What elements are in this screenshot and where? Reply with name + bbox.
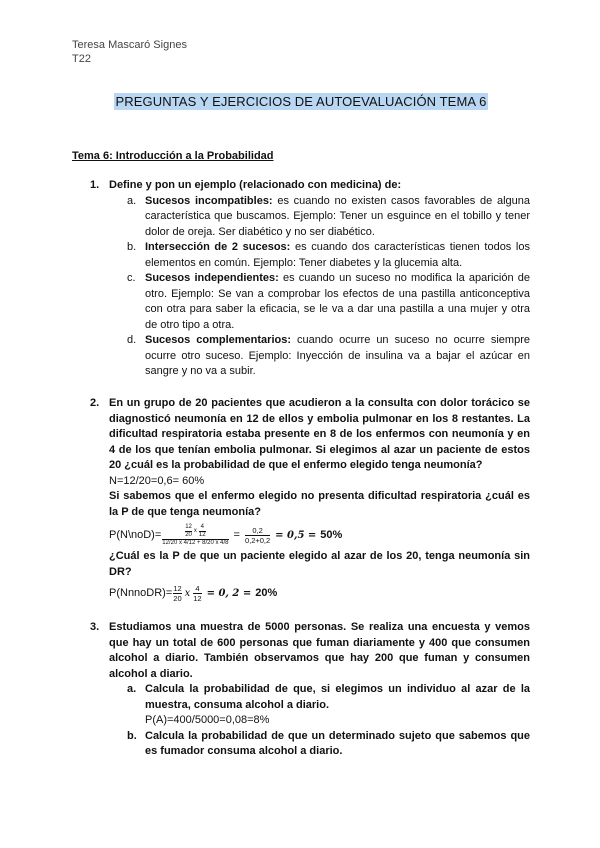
question-text: Estudiamos una muestra de 5000 personas. Se realiza una encuesta y vemos que hay un total de 600 personas que fuman diariamente y 400 que consumen alcohol a diario. También observamos que hay 200 que fuman y consumen alcohol a diario. [109,621,530,680]
question-2 [72,396,530,605]
den: 20 [173,594,182,603]
result: = 0,5 = [275,529,317,541]
author-name: Teresa Mascaró Signes [72,39,187,51]
list-item [127,194,530,241]
item-text: es cuando no existen casos favorables de alguna característica que buscamos. Ejemplo: Tener un esguince en el tobillo y tener dolor de oreja. Ser diabético y no ser diabético. [145,194,530,238]
times: x [193,528,197,534]
item-letter: b. [127,241,137,253]
denominator: 12/20 x 4/12 + 8/20 x 4/8 [162,540,229,546]
question-text: ¿Cuál es la P de que un paciente elegido al azar de los 20, tenga neumonía sin DR? [109,550,530,578]
item-text: es cuando un suceso no modifica la aparición de otro. Ejemplo: Se van a comprobar los efectos de una pastilla anticonceptiva con otra para saber la eficacia, se le va a dar una pastilla a una mujer y otra de otro tipo a otra. [145,272,530,331]
formula-lhs: P(NnnoDR)= [109,586,173,599]
den: 12 [193,594,202,603]
item-letter: a. [127,194,137,207]
num: 12 [185,524,192,530]
question-number: 2. [90,397,100,409]
formula-lhs: P(N\noD)= [109,528,162,541]
list-item [127,271,530,333]
num: 12 [173,584,182,593]
formula [109,524,530,547]
fraction [193,584,201,603]
item-text: Calcula la probabilidad de que, si elegimos un individuo al azar de la muestra, consuma alcohol a diario. [145,683,530,711]
question-text: Define y pon un ejemplo (relacionado con medicina) de: [109,179,402,191]
item-letter: b. [127,729,137,742]
list-item [127,682,530,729]
item-letter: d. [127,334,137,346]
item-letter: a. [127,683,137,695]
fraction [162,524,228,547]
question-3 [72,620,530,760]
times: x [184,587,191,599]
den: 12 [198,532,206,538]
formula [109,584,530,603]
item-text: cuando ocurre un suceso no ocurre siempre ocurre otro suceso. Ejemplo: Inyección de insulina va a bajar el azúcar en sangre y no va a subir. [145,334,530,377]
document-title [72,94,530,109]
item-text: es cuando dos características tienen todos los elementos en común. Ejemplo: Tener diabetes y la glucemia alta. [145,241,530,269]
document-title-text: PREGUNTAS Y EJERCICIOS DE AUTOEVALUACIÓN TEMA 6 [115,94,487,109]
fraction [173,584,181,603]
num: 0,2 [252,526,263,535]
num: 4 [195,584,200,593]
question-text: En un grupo de 20 pacientes que acudieron a la consulta con dolor torácico se diagnosticó neumonía en 12 de ellos y embolia pulmonar en los 8 restantes. La dificultad respiratoria estaba presente en 8 de los enfermos con neumonía y en 4 de los que tenían embolia pulmonar. Si elegimos al azar un paciente de estos 20 ¿cuál es la probabilidad de que el enfermo elegido tenga neumonía? [109,397,530,471]
answer-text: P(A)=400/5000=0,08=8% [145,714,270,726]
num: 4 [200,524,204,530]
result-percent: 20% [255,586,278,599]
den: 20 [185,532,192,538]
item-term: Sucesos independientes: [145,272,279,284]
group-label: T22 [72,53,91,65]
header [72,38,187,66]
item-term: Sucesos incompatibles: [145,194,273,207]
result-percent: 50% [320,528,343,541]
list-item [127,333,530,380]
question-number: 3. [90,621,100,633]
question-text: Si sabemos que el enfermo elegido no presenta dificultad respiratoria ¿cuál es la P de que tenga neumonía? [109,490,530,518]
section-heading: Tema 6: Introducción a la Probabilidad [72,150,274,162]
equals: = [233,528,240,541]
answer-text: N=12/20=0,6= 60% [109,474,205,487]
item-letter: c. [127,272,136,284]
question-1 [72,178,530,380]
item-text: Calcula la probabilidad de que un determinado sujeto que sabemos que es fumador consuma alcohol a diario. [145,729,530,757]
fraction [245,526,270,545]
list-item [127,729,530,760]
question-number: 1. [90,179,100,191]
item-term: Sucesos complementarios: [145,334,292,346]
result: = 0, 2 = [206,587,252,599]
den: 0,2+0,2 [244,536,271,545]
list-item [127,240,530,271]
item-term: Intersección de 2 sucesos: [145,241,291,253]
